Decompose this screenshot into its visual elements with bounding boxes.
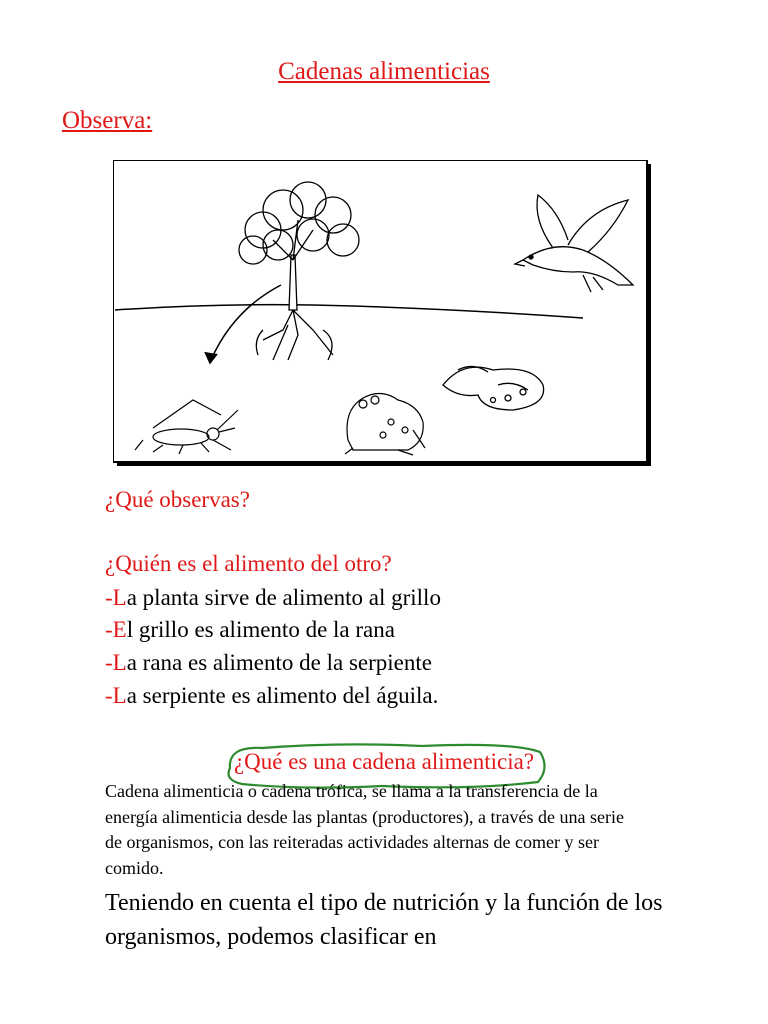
closing-paragraph: Teniendo en cuenta el tipo de nutrición y la función de los organismos, podemos clasificar en [105, 890, 663, 950]
food-chain-illustration [113, 160, 653, 468]
chain-line [105, 585, 441, 611]
page-title: Cadenas alimenticias [278, 58, 490, 85]
question-what-is-chain: ¿Qué es una cadena alimenticia? [233, 749, 535, 774]
question-who-feeds: ¿Quién es el alimento del otro? [105, 551, 392, 576]
definition-paragraph: Cadena alimenticia o cadena trófica, se llama a la transferencia de la energía alimenticia desde las plantas (productores), a través de una serie de organismos, con las reiteradas actividades alternas de comer y ser comido. [105, 781, 624, 878]
chain-line [105, 683, 438, 709]
chain-line-text: l grillo es alimento de la rana [126, 617, 395, 642]
chain-line-text: a rana es alimento de la serpiente [126, 650, 432, 675]
chain-line-marker: -L [105, 585, 127, 610]
chain-line-text: a planta sirve de alimento al grillo [126, 585, 441, 610]
question-observe: ¿Qué observas? [105, 487, 250, 512]
chain-line-text: a serpiente es alimento del águila. [126, 683, 439, 708]
chain-line [105, 650, 432, 676]
observe-heading: Observa: [62, 107, 153, 134]
chain-line-marker: -L [105, 650, 127, 675]
chain-line-marker: -E [105, 617, 127, 642]
chain-line-marker: -L [105, 683, 127, 708]
chain-line [105, 617, 395, 643]
